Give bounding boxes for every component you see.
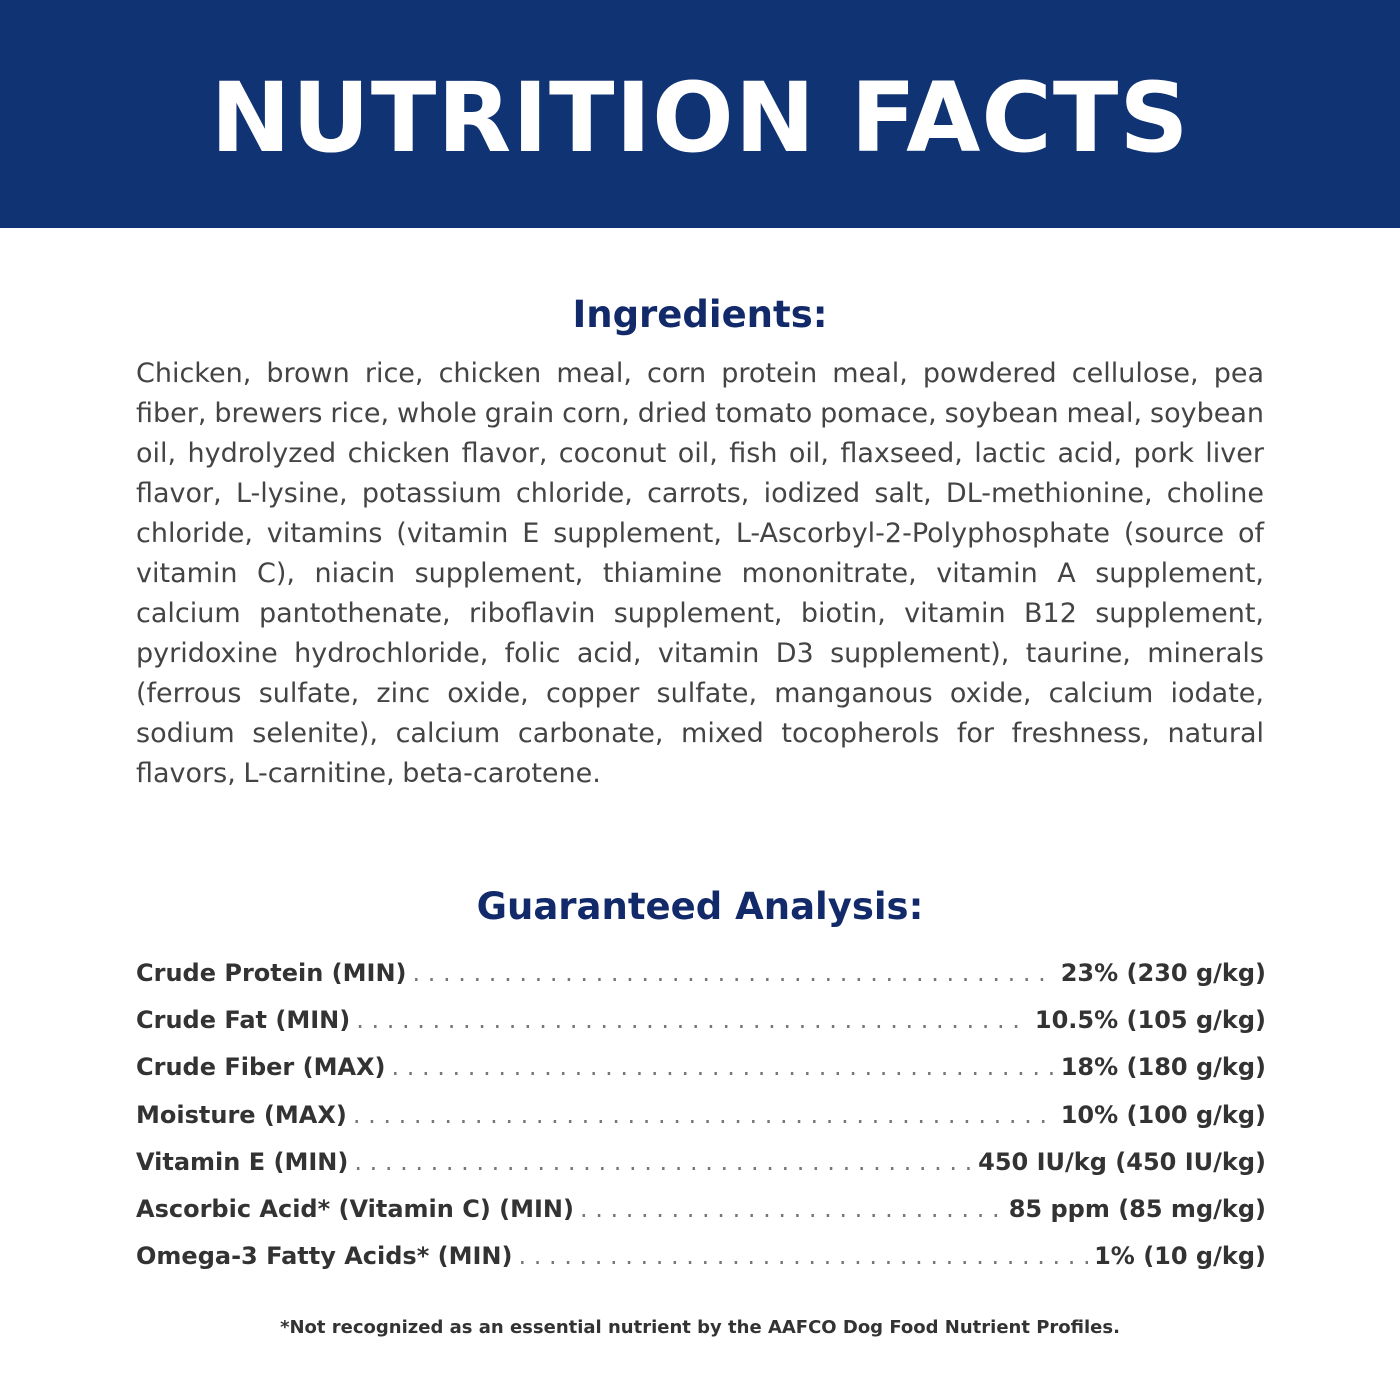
analysis-label: Moisture (MAX) <box>136 1100 347 1129</box>
analysis-row <box>136 1139 1266 1186</box>
analysis-label: Crude Protein (MIN) <box>136 959 407 987</box>
analysis-row <box>136 997 1266 1044</box>
analysis-value: 18% (180 g/kg) <box>1060 1053 1266 1082</box>
dot-leader <box>518 1233 1088 1280</box>
ingredients-text: Chicken, brown rice, chicken meal, corn protein meal, powdered cellulose, pea fiber, brewers rice, whole grain corn, dried tomato pomace, soybean meal, soybean oil, hydrolyzed chicken flavor, coconut oil, fish oil, flaxseed, lactic acid, pork liver flavor, L-lysine, potassium chloride, carrots, iodized salt, DL-methionine, choline chloride, vitamins (vitamin E supplement, L-Ascorbyl-2-Polyphosphate (source of vitamin C), niacin supplement, thiamine mononitrate, vitamin A supplement, calcium pantothenate, riboflavin supplement, biotin, vitamin B12 supplement, pyridoxine hydrochloride, folic acid, vitamin D3 supplement), taurine, minerals (ferrous sulfate, zinc oxide, copper sulfate, manganous oxide, calcium iodate, sodium selenite), calcium carbonate, mixed tocopherols for freshness, natural flavors, L-carnitine, beta-carotene. <box>136 358 1264 789</box>
guaranteed-analysis-heading: Guaranteed Analysis: <box>476 885 924 928</box>
analysis-value: 10% (100 g/kg) <box>1060 1100 1266 1129</box>
analysis-row <box>136 1092 1266 1139</box>
page-title: NUTRITION FACTS <box>210 62 1190 174</box>
analysis-row <box>136 950 1266 997</box>
dot-leader <box>353 1092 1055 1139</box>
dot-leader <box>356 997 1029 1044</box>
analysis-label: Crude Fat (MIN) <box>136 1006 351 1035</box>
dot-leader <box>392 1044 1055 1091</box>
footnote: *Not recognized as an essential nutrient by the AAFCO Dog Food Nutrient Profiles. <box>280 1317 1120 1338</box>
dot-leader <box>413 950 1055 997</box>
ingredients-heading: Ingredients: <box>572 293 828 336</box>
analysis-value: 85 ppm (85 mg/kg) <box>1008 1194 1266 1223</box>
analysis-label: Vitamin E (MIN) <box>136 1147 349 1176</box>
dot-leader <box>580 1186 1003 1233</box>
analysis-label: Omega-3 Fatty Acids* (MIN) <box>136 1242 513 1271</box>
analysis-value: 23% (230 g/kg) <box>1060 959 1266 987</box>
header-banner <box>0 0 1400 228</box>
analysis-label: Ascorbic Acid* (Vitamin C) (MIN) <box>136 1194 574 1223</box>
dot-leader <box>354 1139 972 1186</box>
analysis-value: 1% (10 g/kg) <box>1094 1242 1266 1271</box>
analysis-label: Crude Fiber (MAX) <box>136 1053 386 1082</box>
analysis-value: 450 IU/kg (450 IU/kg) <box>978 1147 1266 1176</box>
analysis-row <box>136 1044 1266 1091</box>
guaranteed-analysis-list <box>136 950 1266 1280</box>
analysis-row <box>136 1186 1266 1233</box>
analysis-value: 10.5% (105 g/kg) <box>1034 1006 1266 1035</box>
analysis-row <box>136 1233 1266 1280</box>
